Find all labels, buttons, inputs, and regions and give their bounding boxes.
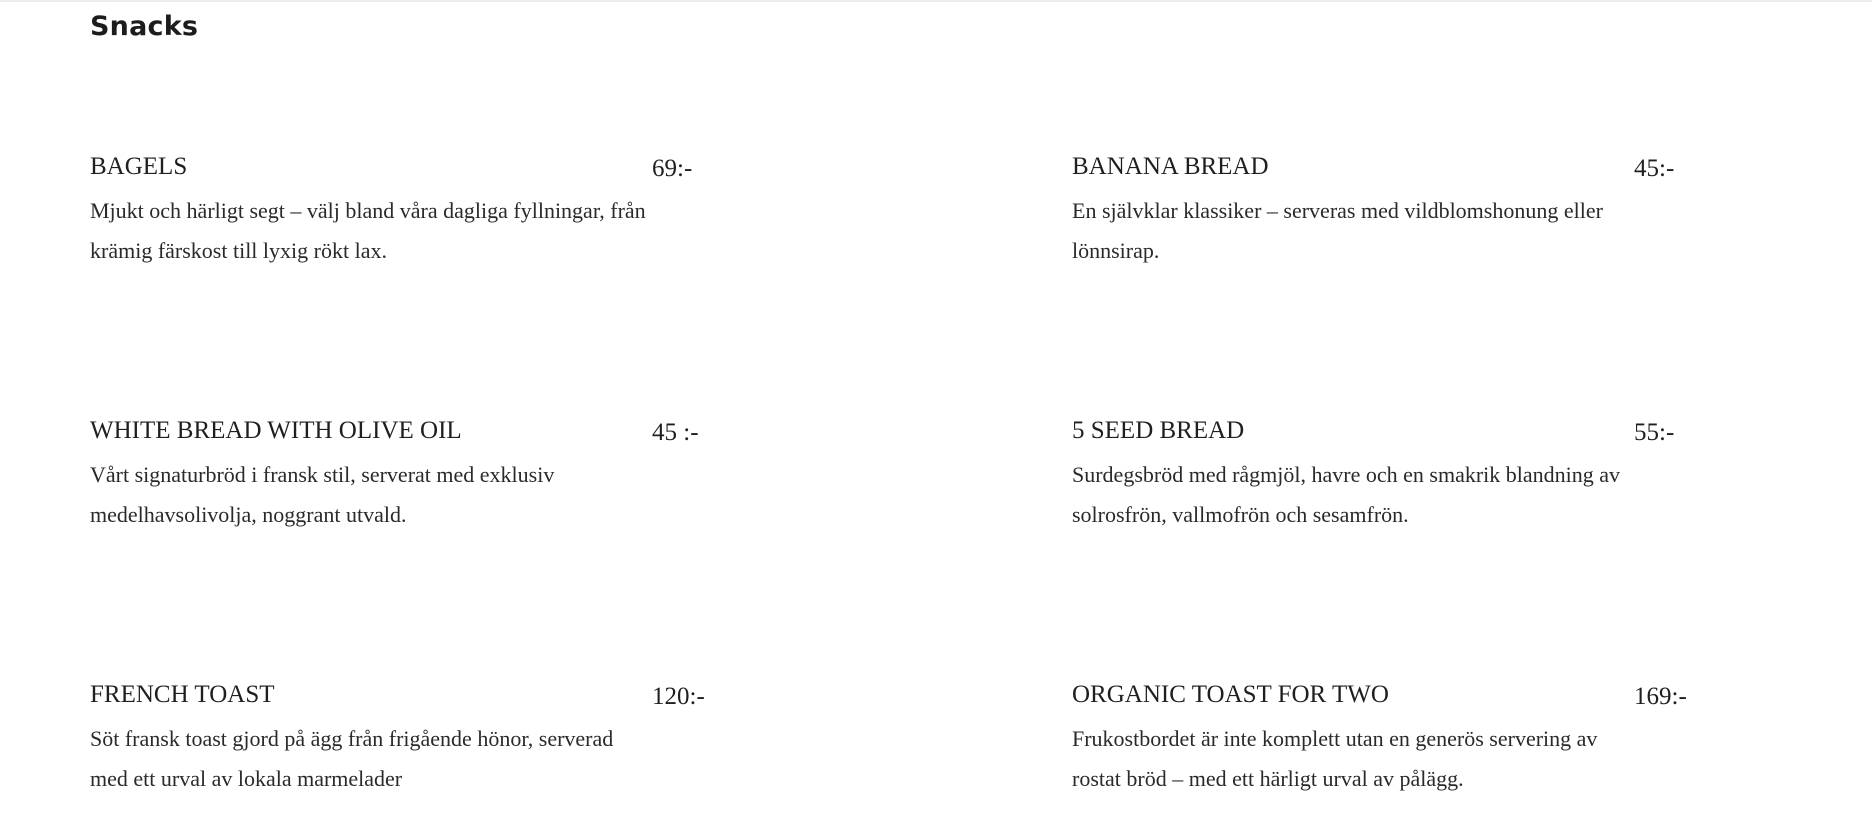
item-name: BANANA BREAD	[1072, 153, 1269, 180]
item-name: WHITE BREAD WITH OLIVE OIL	[90, 417, 462, 444]
item-description: Surdegsbröd med rågmjöl, havre och en smakrik blandning av solrosfrön, vallmofrön och sesamfrön.	[1072, 462, 1621, 527]
item-price: 69:-	[652, 155, 693, 182]
top-divider	[0, 0, 1872, 2]
item-description: Söt fransk toast gjord på ägg från frigående hönor, serverad med ett urval av lokala marmelader	[90, 726, 614, 791]
item-name: FRENCH TOAST	[90, 681, 275, 708]
section-title: Snacks	[90, 11, 199, 42]
item-description: Mjukt och härligt segt – välj bland våra dagliga fyllningar, från krämig färskost till lyxig rökt lax.	[90, 198, 646, 263]
item-price: 169:-	[1634, 683, 1687, 710]
item-description: Frukostbordet är inte komplett utan en generös servering av rostat bröd – med ett härligt urval av pålägg.	[1072, 726, 1598, 791]
item-price: 45:-	[1634, 155, 1675, 182]
item-name: 5 SEED BREAD	[1072, 417, 1245, 444]
item-price: 45 :-	[652, 419, 699, 446]
item-description: Vårt signaturbröd i fransk stil, serverat med exklusiv medelhavsolivolja, noggrant utvald.	[90, 462, 555, 527]
item-price: 120:-	[652, 683, 705, 710]
item-price: 55:-	[1634, 419, 1675, 446]
item-description: En självklar klassiker – serveras med vildblomshonung eller lönnsirap.	[1072, 198, 1603, 263]
item-name: ORGANIC TOAST FOR TWO	[1072, 681, 1389, 708]
item-name: BAGELS	[90, 153, 188, 180]
